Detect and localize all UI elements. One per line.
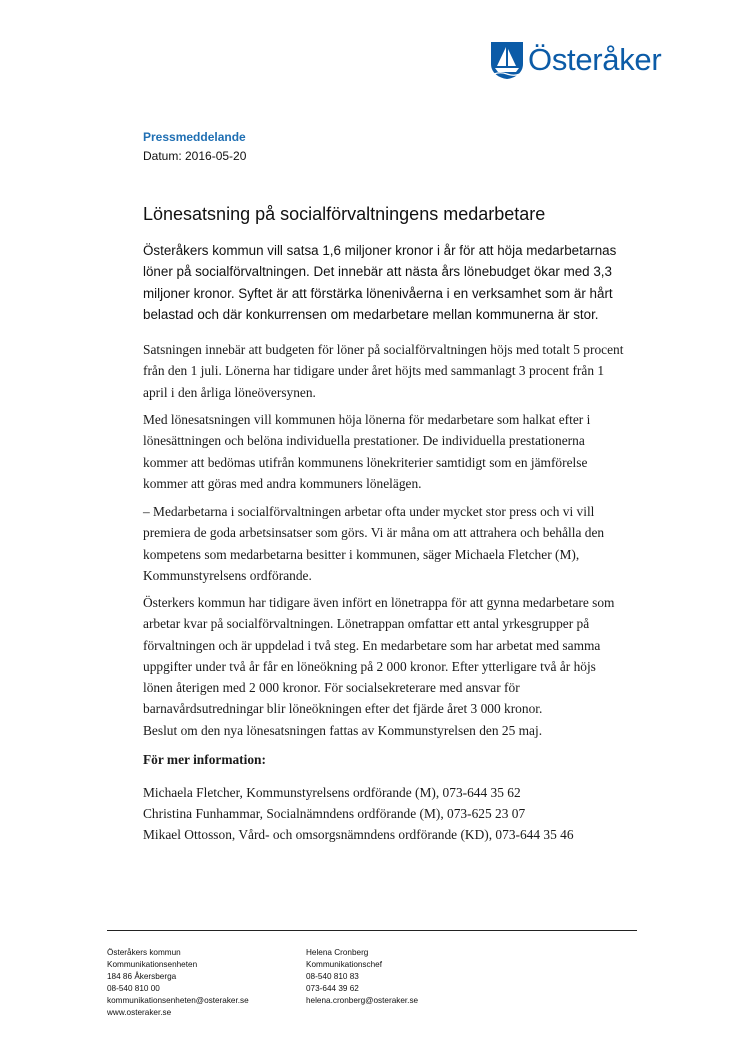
contact-person-name: Helena Cronberg bbox=[306, 948, 369, 957]
sailboat-shield-icon bbox=[489, 40, 525, 80]
contact-line: Mikael Ottosson, Vård- och omsorgsnämndens ordförande (KD), 073-644 35 46 bbox=[143, 827, 574, 842]
footer-website-link[interactable]: www.osteraker.se bbox=[107, 1007, 172, 1017]
footer-department: Kommunikationsenheten bbox=[107, 959, 198, 969]
footer-contact-person bbox=[306, 947, 418, 1007]
lead-paragraph: Österåkers kommun vill satsa 1,6 miljoner kronor i år för att höja medarbetarnas löner på socialförvaltningen. Det innebär att nästa års lönebudget ökar med 3,3 miljoner kronor. Syftet är att förstärka lönenivåerna i en verksamhet som är hårt belastad och där konkurrensen om medarbetare mellan kommunerna är stor. bbox=[143, 243, 617, 322]
decision-paragraph: Beslut om den nya lönesatsningen fattas av Kommunstyrelsen den 25 maj. bbox=[143, 723, 543, 738]
body-paragraph: Med lönesatsningen vill kommunen höja lönerna för medarbetare som halkat efter i lönesättningen och belöna individuella prestationer. De individuella prestationerna kommer att bedömas utifrån kommunens lönekriterier samtidigt som en jämförelse kommer att göras med andra kommuners lönelägen. bbox=[143, 412, 591, 491]
body-paragraph: Satsningen innebär att budgeten för löner på socialförvaltningen höjs med totalt 5 procent från den 1 juli. Lönerna har tidigare under året höjts med sammanlagt 3 procent från 1 april i den årliga löneöversynen. bbox=[143, 342, 624, 400]
contact-line: Christina Funhammar, Socialnämndens ordförande (M), 073-625 23 07 bbox=[143, 806, 526, 821]
contact-person-mobile: 073-644 39 62 bbox=[306, 983, 359, 993]
more-info-heading: För mer information: bbox=[143, 752, 266, 767]
footer-organization bbox=[107, 947, 249, 1018]
footer-email-link[interactable]: kommunikationsenheten@osteraker.se bbox=[107, 995, 249, 1005]
contact-person-phone: 08-540 810 83 bbox=[306, 971, 359, 981]
press-release-label: Pressmeddelande bbox=[143, 130, 246, 144]
footer-phone: 08-540 810 00 bbox=[107, 983, 160, 993]
body-paragraph: Österkers kommun har tidigare även infört en lönetrappa för att gynna medarbetare som arbetar kvar på socialförvaltningen. Lönetrappan omfattar ett antal yrkesgrupper på förvaltningen och är uppdelad i två steg. En medarbetare som har arbetat med samma uppgifter under två år får en löneökning på 2 000 kronor. Efter ytterligare två år höjs lönen återigen med 2 000 kronor. För socialsekreterare med ansvar för barnavårdsutredningar blir löneökningen efter det fjärde året 3 000 kronor. bbox=[143, 595, 615, 717]
quote-paragraph: – Medarbetarna i socialförvaltningen arbetar ofta under mycket stor press och vi vill premiera de goda arbetsinsatser som görs. Vi är måna om att attrahera och behålla den kompetens som medarbetarna besitter i kommunen, säger Michaela Fletcher (M), Kommunstyrelsens ordförande. bbox=[143, 504, 605, 583]
page-title: Lönesatsning på socialförvaltningens medarbetare bbox=[143, 204, 546, 224]
contact-person-role: Kommunikationschef bbox=[306, 959, 382, 969]
contact-line: Michaela Fletcher, Kommunstyrelsens ordförande (M), 073-644 35 62 bbox=[143, 785, 521, 800]
contact-list bbox=[143, 782, 574, 845]
footer-org-name: Österåkers kommun bbox=[107, 948, 181, 957]
contact-person-email-link[interactable]: helena.cronberg@osteraker.se bbox=[306, 995, 419, 1005]
footer-divider bbox=[107, 930, 637, 931]
footer-address: 184 86 Åkersberga bbox=[107, 971, 177, 981]
logo bbox=[489, 38, 661, 82]
logo-text: Österåker bbox=[528, 42, 662, 77]
release-date: Datum: 2016-05-20 bbox=[143, 149, 247, 163]
